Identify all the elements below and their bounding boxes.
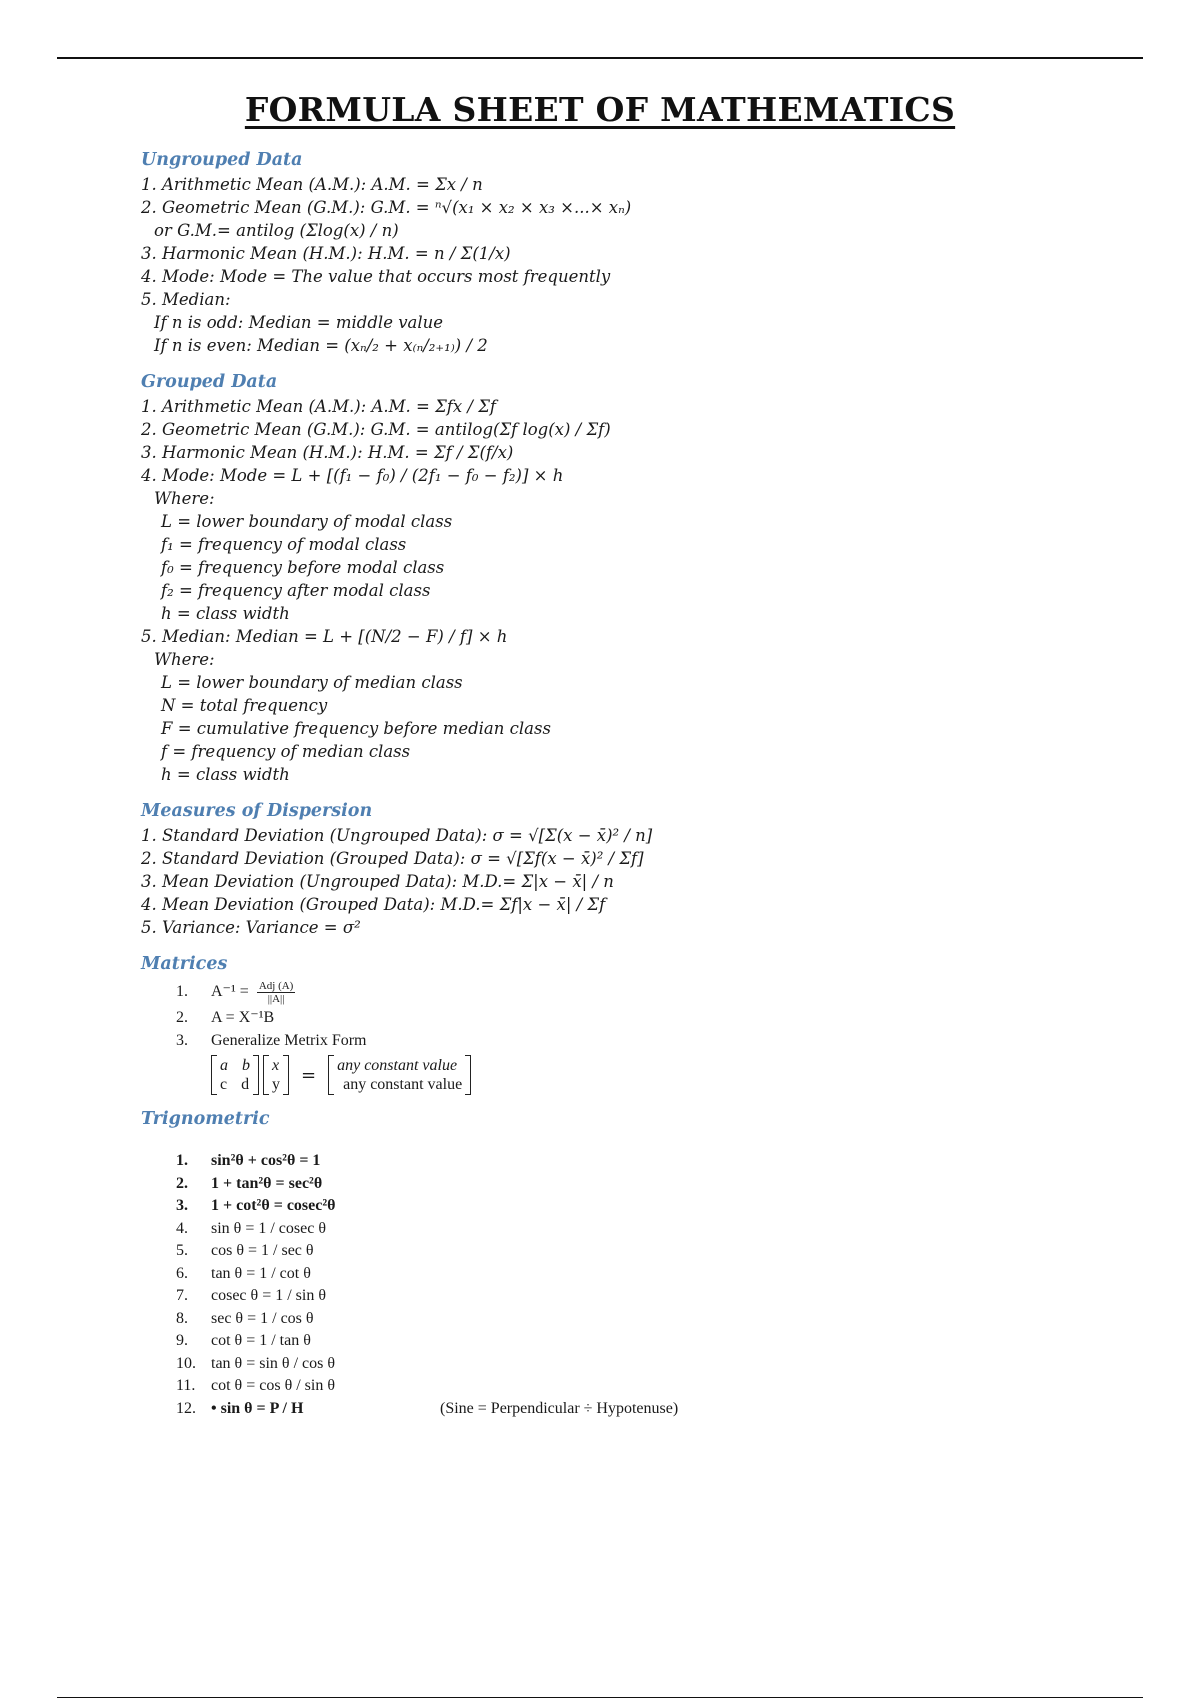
matrix-item [176,977,1141,1007]
formula-line: f₁ = frequency of modal class [161,535,407,554]
formula-line: 5. Variance: Variance = σ² [141,918,361,937]
item-text: sin²θ + cos²θ = 1 [211,1152,321,1169]
formula-line: 4. Mode: Mode = L + [(f₁ − f₀) / (2f₁ − f₀ − f₂)] × h [141,466,564,485]
section-heading: Measures of Dispersion [141,801,373,821]
item-number: 4. [176,1219,188,1237]
formula-line: 2. Geometric Mean (G.M.): G.M. = antilog(Σf log(x) / Σf) [141,420,611,439]
fraction-denominator: ||A|| [267,992,285,1005]
trig-item [176,1150,1141,1173]
item-number: 3. [176,1197,188,1214]
item-number: 11. [176,1377,196,1394]
item-number: 6. [176,1264,188,1282]
formula-line: If n is odd: Median = middle value [154,313,444,332]
item-text: 1 + cot²θ = cosec²θ [211,1197,336,1214]
matrix-equation [141,1052,1141,1098]
formula-line: If n is even: Median = (xₙ/₂ + x₍ₙ/₂₊₁₎) / 2 [154,336,488,355]
matrix-cell: c [220,1076,228,1093]
item-text: cot θ = 1 / tan θ [211,1332,311,1349]
constant-vector [328,1055,471,1095]
item-text: A = X⁻¹B [211,1009,275,1026]
item-number: 9. [176,1332,188,1349]
matrix-cell: any constant value [343,1076,463,1093]
formula-line: N = total frequency [161,696,328,715]
trig-item [176,1375,1141,1398]
trig-item [176,1285,1141,1308]
item-text: 1 + tan²θ = sec²θ [211,1174,323,1192]
item-text: tan θ = sin θ / cos θ [211,1354,336,1372]
formula-line: f₂ = frequency after modal class [161,581,431,600]
section-heading: Grouped Data [141,372,278,392]
trig-item [176,1263,1141,1286]
formula-line: 4. Mode: Mode = The value that occurs most frequently [141,267,611,286]
formula-line: f₀ = frequency before modal class [161,558,445,577]
formula-line: 3. Harmonic Mean (H.M.): H.M. = n / Σ(1/x) [141,244,511,263]
formula-line: h = class width [161,765,290,784]
fraction [257,980,296,1005]
trig-item [176,1398,1141,1421]
item-text: sin θ = 1 / cosec θ [211,1219,326,1237]
formula-line: 4. Mean Deviation (Grouped Data): M.D.= Σf|x − x̄| / Σf [141,895,606,914]
item-text: • sin θ = P / H [211,1399,304,1417]
matrix-cell: x [272,1057,280,1074]
trig-item [176,1240,1141,1263]
inverse-lhs: A⁻¹ = [211,983,249,1000]
formula-line: 1. Arithmetic Mean (A.M.): A.M. = Σx / n [141,175,483,194]
section-heading: Ungrouped Data [141,150,303,170]
item-number: 7. [176,1287,188,1304]
trig-item [176,1353,1141,1376]
trig-item [176,1308,1141,1331]
inverse-formula [211,977,295,1007]
item-text: cosec θ = 1 / sin θ [211,1287,326,1304]
section-heading: Trignometric [141,1109,270,1129]
fraction-numerator: Adj (A) [258,979,294,992]
formula-line: h = class width [161,604,290,623]
section-trignometric [141,1107,1141,1420]
formula-line: L = lower boundary of modal class [161,512,453,531]
trig-item [176,1173,1141,1196]
formula-line: 1. Arithmetic Mean (A.M.): A.M. = Σfx / Σf [141,397,496,416]
item-number: 2. [176,1009,188,1026]
matrix-item [176,1007,1141,1030]
item-text: Generalize Metrix Form [211,1031,367,1049]
item-number: 5. [176,1242,188,1259]
formula-line: F = cumulative frequency before median class [161,719,551,738]
formula-line: Where: [154,489,215,508]
formula-line: 3. Harmonic Mean (H.M.): H.M. = Σf / Σ(f/x) [141,443,514,462]
section-ungrouped [141,148,1141,357]
matrix-cell: any constant value [337,1057,458,1074]
item-text: cot θ = cos θ / sin θ [211,1377,336,1394]
item-number: 1. [176,983,188,1000]
matrix-cell: y [272,1076,280,1093]
formula-line: Where: [154,650,215,669]
matrix-cell: a [220,1057,228,1074]
matrix-item [176,1030,1141,1053]
trig-item [176,1218,1141,1241]
matrix-cell: b [242,1057,250,1074]
formula-content [141,148,1141,1420]
trig-item [176,1330,1141,1353]
top-rule [57,57,1143,59]
section-matrices [141,952,1141,1098]
equals-sign: = [301,1064,317,1086]
coefficient-matrix [211,1055,259,1095]
trig-item [176,1195,1141,1218]
item-number: 8. [176,1309,188,1327]
item-number: 3. [176,1031,188,1049]
variable-vector [263,1055,289,1095]
formula-line: 2. Geometric Mean (G.M.): G.M. = ⁿ√(x₁ × x₂ × x₃ ×...× xₙ) [141,198,632,217]
section-heading: Matrices [141,954,228,974]
formula-line: 5. Median: [141,290,231,309]
formula-line: f = frequency of median class [161,742,411,761]
formula-line: L = lower boundary of median class [161,673,463,692]
item-number: 1. [176,1152,188,1169]
item-text: sec θ = 1 / cos θ [211,1309,314,1327]
item-text: cos θ = 1 / sec θ [211,1242,314,1259]
section-dispersion [141,799,1141,939]
formula-line: or G.M.= antilog (Σlog(x) / n) [154,221,399,240]
formula-line: 3. Mean Deviation (Ungrouped Data): M.D.= Σ|x − x̄| / n [141,872,614,891]
section-grouped [141,370,1141,786]
page-title: FORMULA SHEET OF MATHEMATICS [244,90,956,129]
formula-line: 2. Standard Deviation (Grouped Data): σ = √[Σf(x − x̄)² / Σf] [141,849,644,868]
item-number: 10. [176,1354,196,1372]
formula-line: 5. Median: Median = L + [(N/2 − F) / f] × h [141,627,508,646]
matrix-cell: d [241,1076,250,1093]
item-number: 12. [176,1399,196,1417]
item-text: tan θ = 1 / cot θ [211,1264,311,1282]
formula-line: 1. Standard Deviation (Ungrouped Data): σ = √[Σ(x − x̄)² / n] [141,826,653,845]
item-number: 2. [176,1174,188,1192]
bottom-rule [57,1697,1143,1698]
sine-definition-note: (Sine = Perpendicular ÷ Hypotenuse) [440,1399,679,1417]
